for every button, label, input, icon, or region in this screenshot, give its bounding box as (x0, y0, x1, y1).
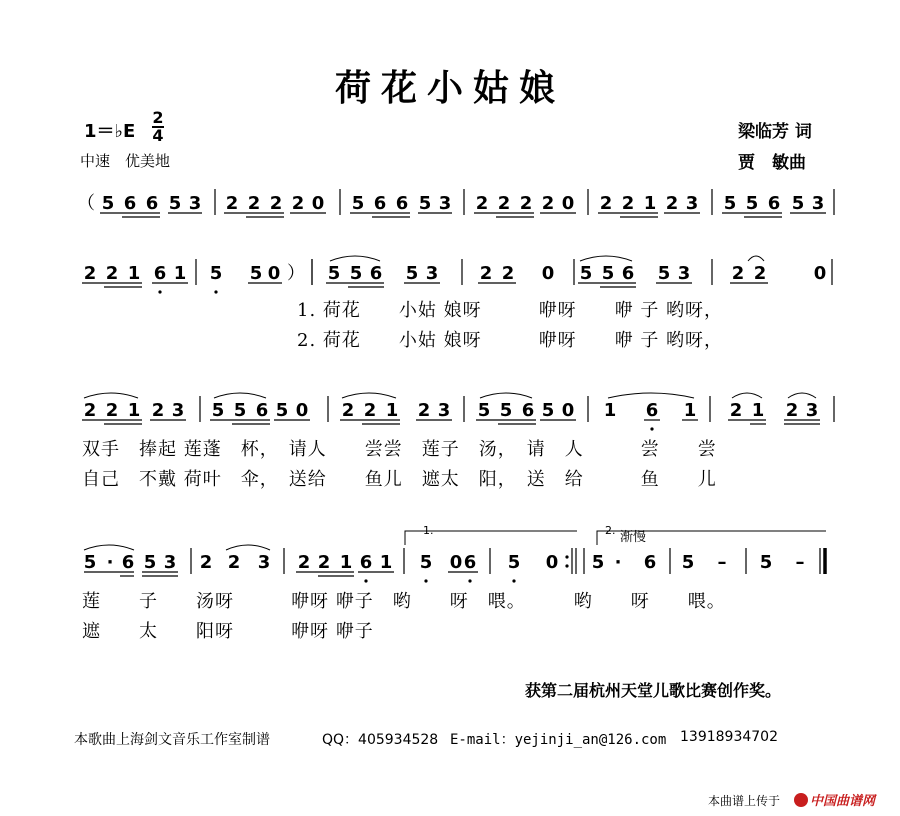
note: 1 (683, 400, 697, 421)
tempo-marking: 中速 优美地 (80, 152, 171, 170)
note: 5 (168, 193, 182, 214)
slur (732, 393, 762, 398)
note: 2 (225, 193, 239, 214)
note: 2 (621, 193, 635, 214)
lyrics-row4-verse1: 莲 子 汤呀 咿呀 咿子 哟 呀 喂。 哟 呀 喂。 (82, 591, 726, 612)
note: 5 (209, 263, 223, 284)
repeat-dot (565, 564, 568, 567)
note: 5 (143, 552, 157, 573)
note: 6 (359, 552, 373, 573)
note: 2 (417, 400, 431, 421)
lyrics-row3-verse1: 双手 捧起 莲蓬 杯， 请人 尝尝 莲子 汤， 请 人 尝 尝 (82, 439, 717, 460)
note: 3 (811, 193, 825, 214)
note: 5 (249, 263, 263, 284)
note: 3 (685, 193, 699, 214)
award-note: 获第二届杭州天堂儿歌比赛创作奖。 (525, 681, 782, 700)
note: 1 (339, 552, 353, 573)
note: 2 (731, 263, 745, 284)
note: 2 (479, 263, 493, 284)
volta-1-label: 1. (423, 524, 434, 537)
octave-dot (158, 290, 161, 293)
note: 0 (561, 400, 575, 421)
octave-dot (364, 579, 367, 582)
note: – (717, 552, 727, 573)
note: · (106, 552, 114, 573)
octave-dot (424, 579, 427, 582)
lyrics-row2-verse2: 2. 荷花 小姑 娘呀 咿呀 咿 子 哟呀， (297, 330, 724, 351)
key-signature: 1＝♭E (84, 121, 136, 142)
lyrics-row3-verse2: 自己 不戴 荷叶 伞， 送给 鱼儿 遮太 阳， 送 给 鱼 儿 (82, 469, 717, 490)
note: 5 (349, 263, 363, 284)
note: 2 (105, 263, 119, 284)
note: 6 (121, 552, 135, 573)
note: · (614, 552, 622, 573)
note: 5 (681, 552, 695, 573)
note: – (795, 552, 805, 573)
repeat-dot (565, 555, 568, 558)
note: 0 (295, 400, 309, 421)
note: 6 (645, 400, 659, 421)
octave-dot (650, 427, 653, 430)
note: 1 (379, 552, 393, 573)
note: 5 (418, 193, 432, 214)
note: 2 (291, 193, 305, 214)
footer-studio: 本歌曲上海剑文音乐工作室制谱 (74, 732, 270, 748)
slur (84, 393, 138, 398)
composer-credit: 贾 敏曲 (738, 153, 806, 173)
note: 1 (603, 400, 617, 421)
slur (608, 393, 694, 398)
note: 3 (163, 552, 177, 573)
note: 0 (449, 552, 463, 573)
note: 6 (767, 193, 781, 214)
note: 5 (507, 552, 521, 573)
note: 5 (233, 400, 247, 421)
note: 2 (541, 193, 555, 214)
note: 1 (127, 263, 141, 284)
note: 5 (275, 400, 289, 421)
site-logo-text: 中国曲谱网 (810, 794, 876, 809)
note: 1 (751, 400, 765, 421)
note: 5 (579, 263, 593, 284)
note: 3 (805, 400, 819, 421)
note: 2 (269, 193, 283, 214)
close-paren: ） (287, 263, 305, 284)
upload-note: 本曲谱上传于 (708, 794, 781, 808)
note: 2 (317, 552, 331, 573)
note: 0 (545, 552, 559, 573)
note: 2 (83, 400, 97, 421)
note: 6 (463, 552, 477, 573)
note: 6 (123, 193, 137, 214)
staff-row-4 (84, 545, 825, 583)
note: 6 (153, 263, 167, 284)
lyrics-row2-verse1: 1. 荷花 小姑 娘呀 咿呀 咿 子 哟呀， (297, 300, 724, 321)
note: 5 (723, 193, 737, 214)
song-title: 荷花小姑娘 (334, 67, 565, 109)
note: 0 (267, 263, 281, 284)
slur (214, 393, 266, 398)
note: 2 (151, 400, 165, 421)
note: 5 (477, 400, 491, 421)
site-logo-icon (794, 793, 808, 807)
note: 6 (145, 193, 159, 214)
lyrics-row4-verse2: 遮 太 阳呀 咿呀 咿子 (82, 621, 374, 642)
volta-2-tempo: 渐慢 (620, 530, 647, 545)
slur (480, 393, 532, 398)
note: 6 (621, 263, 635, 284)
note: 3 (257, 552, 271, 573)
site-logo[interactable] (794, 790, 875, 809)
note: 5 (405, 263, 419, 284)
note: 5 (83, 552, 97, 573)
staff-row-2 (82, 256, 832, 294)
slur (748, 256, 764, 261)
octave-dot (512, 579, 515, 582)
note: 2 (475, 193, 489, 214)
time-signature-bottom: 4 (152, 126, 164, 145)
octave-dot (468, 579, 471, 582)
note: 2 (501, 263, 515, 284)
slur (580, 256, 632, 261)
note: 6 (395, 193, 409, 214)
note: 6 (369, 263, 383, 284)
note: 3 (677, 263, 691, 284)
note: 2 (519, 193, 533, 214)
note: 5 (211, 400, 225, 421)
note: 3 (437, 400, 451, 421)
note: 2 (599, 193, 613, 214)
note: 2 (227, 552, 241, 573)
note: 6 (643, 552, 657, 573)
note: 2 (753, 263, 767, 284)
note: 1 (643, 193, 657, 214)
note: 3 (171, 400, 185, 421)
note: 5 (499, 400, 513, 421)
note: 5 (419, 552, 433, 573)
open-paren: （ (77, 193, 95, 214)
slur (788, 393, 816, 398)
note: 5 (745, 193, 759, 214)
volta-2-label: 2. (605, 524, 616, 537)
slur (342, 393, 396, 398)
footer-email: E-mail：yejinji_an@126.com (450, 732, 667, 748)
note: 1 (127, 400, 141, 421)
note: 5 (759, 552, 773, 573)
note: 2 (83, 263, 97, 284)
slur (330, 256, 380, 261)
note: 1 (173, 263, 187, 284)
note: 6 (373, 193, 387, 214)
staff-row-1 (100, 189, 834, 217)
note: 0 (541, 263, 555, 284)
staff-row-3 (82, 393, 834, 431)
footer-qq: QQ：405934528 (322, 732, 439, 748)
note: 2 (729, 400, 743, 421)
note: 2 (297, 552, 311, 573)
note: 6 (521, 400, 535, 421)
note: 5 (601, 263, 615, 284)
footer-phone: 13918934702 (680, 729, 778, 745)
note: 0 (813, 263, 827, 284)
note: 2 (363, 400, 377, 421)
lyricist-credit: 梁临芳 词 (738, 122, 812, 142)
note: 5 (791, 193, 805, 214)
note: 3 (438, 193, 452, 214)
note: 2 (497, 193, 511, 214)
note: 0 (561, 193, 575, 214)
note: 2 (247, 193, 261, 214)
time-signature-top: 2 (152, 108, 164, 127)
note: 2 (105, 400, 119, 421)
note: 3 (188, 193, 202, 214)
note: 2 (199, 552, 213, 573)
note: 5 (657, 263, 671, 284)
note: 5 (351, 193, 365, 214)
note: 5 (101, 193, 115, 214)
note: 1 (385, 400, 399, 421)
note: 6 (255, 400, 269, 421)
note: 3 (425, 263, 439, 284)
octave-dot (214, 290, 217, 293)
note: 5 (591, 552, 605, 573)
note: 0 (311, 193, 325, 214)
note: 5 (327, 263, 341, 284)
note: 2 (665, 193, 679, 214)
note: 2 (341, 400, 355, 421)
note: 5 (541, 400, 555, 421)
slur (84, 545, 134, 550)
note: 2 (785, 400, 799, 421)
slur (226, 545, 270, 550)
